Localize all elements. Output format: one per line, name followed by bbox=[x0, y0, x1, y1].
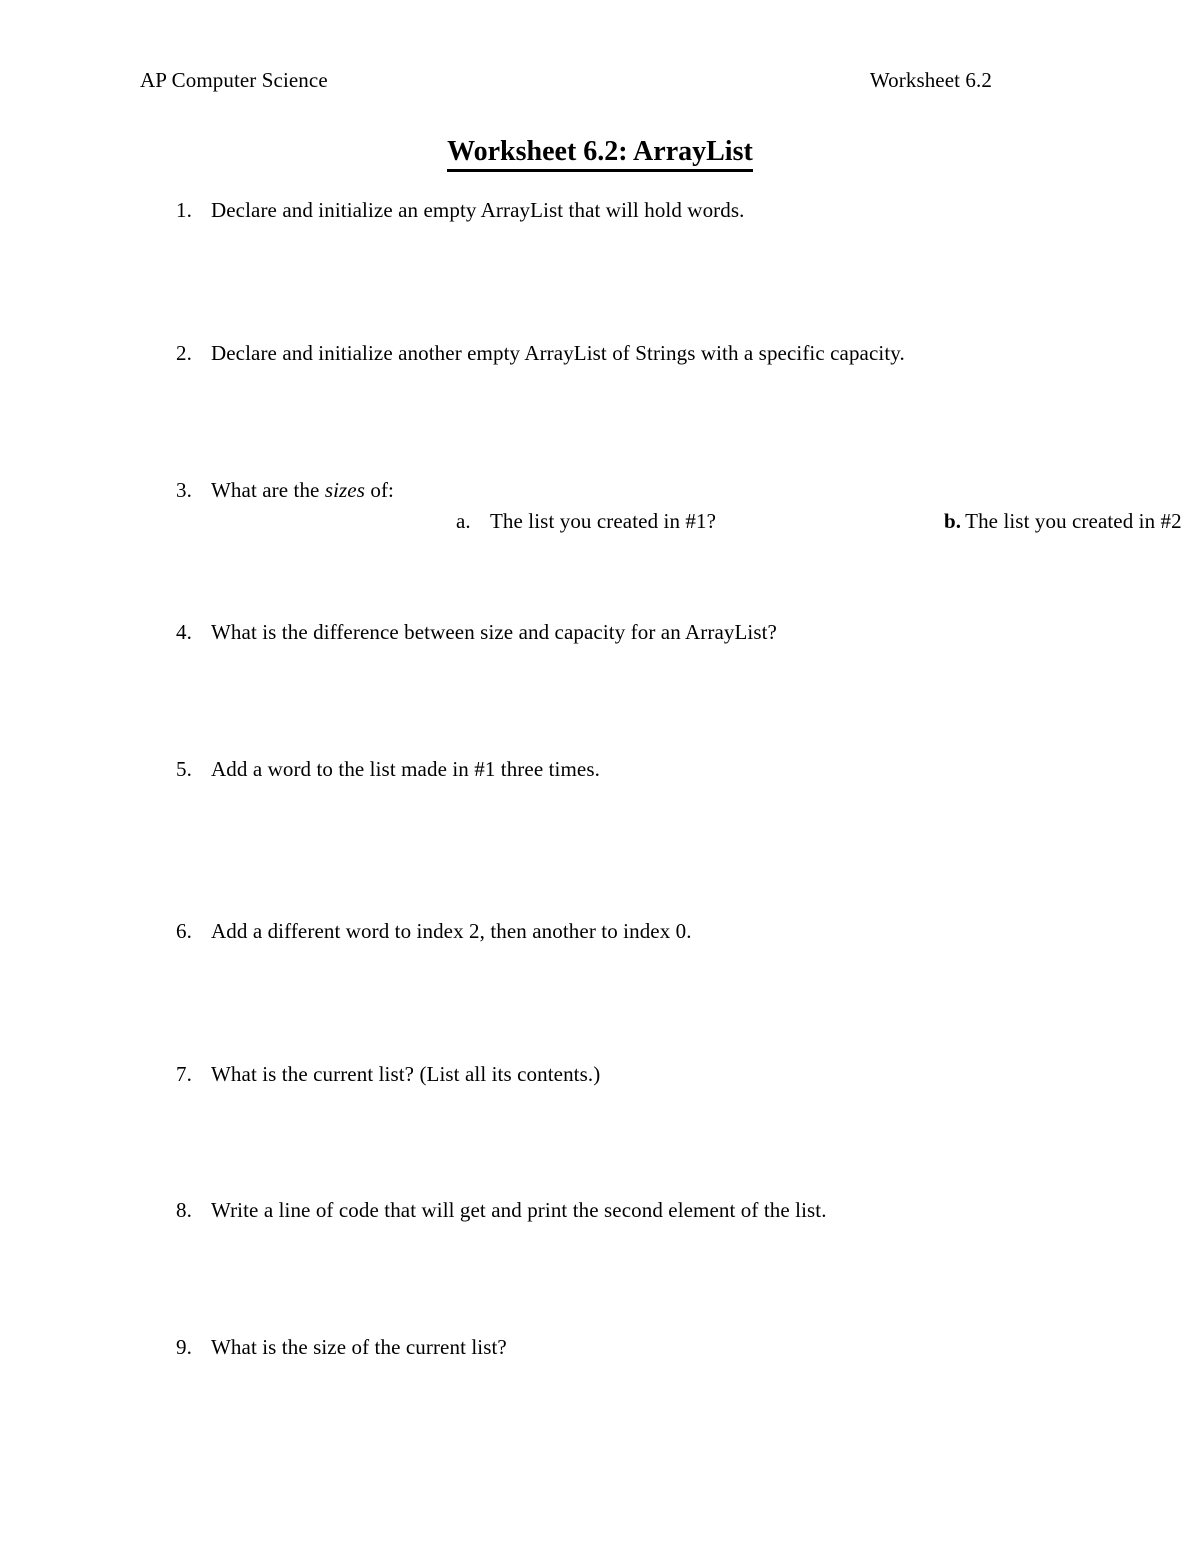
question-item-4 bbox=[0, 620, 1200, 645]
question-list bbox=[0, 198, 1200, 1360]
question-text: Add a different word to index 2, then another to index 0. bbox=[211, 918, 692, 943]
answer-space bbox=[0, 944, 1200, 1062]
question-text: What is the difference between size and capacity for an ArrayList? bbox=[211, 620, 777, 645]
question-3-sub-list bbox=[211, 509, 1200, 535]
answer-space bbox=[0, 366, 1200, 478]
page-title-text: Worksheet 6.2: ArrayList bbox=[447, 137, 753, 172]
sub-item-a-marker: a. bbox=[456, 509, 471, 534]
question-item-5 bbox=[0, 757, 1200, 782]
question-number: 3. bbox=[176, 477, 192, 502]
header-worksheet-label: Worksheet 6.2 bbox=[869, 68, 992, 92]
question-item-9 bbox=[0, 1335, 1200, 1360]
sub-item-b-marker: b. bbox=[944, 509, 962, 534]
answer-space bbox=[0, 535, 1200, 620]
sub-item-b-text: The list you created in #2 bbox=[965, 509, 1182, 534]
question-number: 6. bbox=[176, 918, 192, 943]
question-item-6 bbox=[0, 919, 1200, 944]
question-item-8 bbox=[0, 1198, 1200, 1223]
question-text: Declare and initialize an empty ArrayList that will hold words. bbox=[211, 198, 745, 222]
question-number: 8. bbox=[176, 1198, 192, 1223]
question-item-2 bbox=[0, 341, 1200, 366]
sub-item-b bbox=[944, 509, 1182, 534]
question-item-3 bbox=[0, 478, 1200, 536]
question-number: 4. bbox=[176, 620, 192, 645]
question-text-tail: of: bbox=[365, 477, 394, 502]
question-text: Add a word to the list made in #1 three times. bbox=[211, 757, 600, 782]
question-text: What is the size of the current list? bbox=[211, 1335, 507, 1360]
answer-space bbox=[0, 223, 1200, 341]
sub-item-a bbox=[456, 509, 716, 534]
answer-space bbox=[0, 1086, 1200, 1198]
header-course-name: AP Computer Science bbox=[140, 68, 328, 92]
question-emphasis: sizes bbox=[324, 477, 366, 502]
question-number: 9. bbox=[176, 1335, 192, 1360]
page-title bbox=[0, 137, 1200, 172]
answer-space bbox=[0, 1223, 1200, 1335]
question-item-7 bbox=[0, 1062, 1200, 1087]
question-text-lead: What are the bbox=[211, 477, 325, 502]
document-running-header bbox=[140, 68, 992, 92]
question-text: Write a line of code that will get and print the second element of the list. bbox=[211, 1198, 827, 1223]
question-text: Declare and initialize another empty ArrayList of Strings with a specific capacity. bbox=[211, 340, 905, 365]
question-number: 1. bbox=[176, 198, 192, 222]
answer-space bbox=[0, 645, 1200, 757]
question-text: What is the current list? (List all its contents.) bbox=[211, 1061, 601, 1086]
answer-space bbox=[0, 782, 1200, 919]
question-item-1 bbox=[0, 198, 1200, 223]
question-number: 7. bbox=[176, 1061, 192, 1086]
sub-item-a-text: The list you created in #1? bbox=[490, 509, 717, 534]
question-number: 2. bbox=[176, 340, 192, 365]
question-number: 5. bbox=[176, 757, 192, 782]
question-text bbox=[211, 478, 1200, 503]
